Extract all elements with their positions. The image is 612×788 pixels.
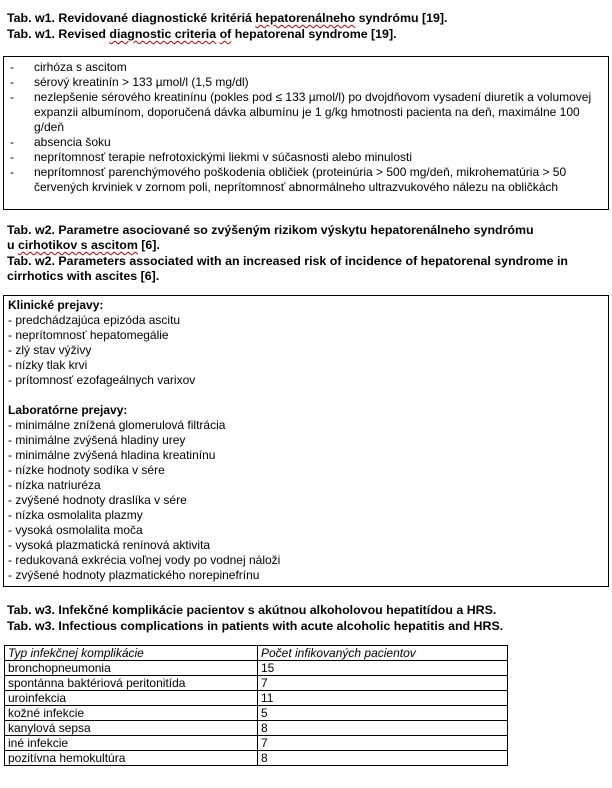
list-item: - redukovaná exkrécia voľnej vody po vodnej náloži [8,553,281,567]
table-cell: 8 [258,751,508,766]
list-item: - neprítomnosť terapie nefrotoxickými liekmi v súčasnosti alebo minulosti [10,150,412,164]
list-item: - cirhóza s ascitom [10,60,127,74]
table-cell: bronchopneumonia [5,661,258,676]
list-item: - nízka osmolalita plazmy [8,508,143,522]
table-row [5,751,508,766]
table-cell: uroinfekcia [5,691,258,706]
table-cell: 15 [258,661,508,676]
list-item: - zvýšené hodnoty draslíka v sére [8,493,187,507]
list-item: - vysoká plazmatická renínová aktivita [8,538,211,552]
list-item: - zvýšené hodnoty plazmatického norepinefrínu [8,568,260,582]
column-header: Typ infekčnej komplikácie [5,646,258,661]
list-item: - vysoká osmolalita moča [8,523,143,537]
table-cell: 11 [258,691,508,706]
list-item: - nízka natriuréza [8,478,101,492]
table2-title-sk: Tab. w2. Parametre asociované so zvýšeným rizikom výskytu hepatorenálneho syndrómu u cirhotikov s ascitom [6]. [7,223,534,252]
list-item: - nízke hodnoty sodíka v sére [8,463,165,477]
table2-title-en: Tab. w2. Parameters associated with an increased risk of incidence of hepatorenal syndrome in cirrhotics with ascites [6]. [7,254,568,283]
table-row [5,691,508,706]
table-row [5,676,508,691]
list-item: - minimálne zvýšená hladina kreatinínu [8,448,216,462]
table-row [5,721,508,736]
list-item: - neprítomnosť hepatomegálie [8,328,169,342]
table-cell: iné infekcie [5,736,258,751]
table3-title-sk: Tab. w3. Infekčné komplikácie pacientov s akútnou alkoholovou hepatitídou a HRS. [7,603,497,617]
table-cell: 7 [258,736,508,751]
table-cell: spontánna baktériová peritonitída [5,676,258,691]
table1-criteria-box [3,56,609,210]
list-item: - minimálne zvýšená hladiny urey [8,433,186,447]
table1-title-en: Tab. w1. Revised diagnostic criteria of hepatorenal syndrome [19]. [7,27,397,41]
table-cell: pozitívna hemokultúra [5,751,258,766]
table1-title-sk: Tab. w1. Revidované diagnostické kritériá hepatorenálneho syndrómu [19]. [7,11,448,25]
list-item: - predchádzajúca epizóda ascitu [8,313,181,327]
table-header-row [5,646,508,661]
table-cell: 8 [258,721,508,736]
list-item: - absencia šoku [10,135,111,149]
list-item: - prítomnosť ezofageálnych varixov [8,373,196,387]
criteria-list [8,60,604,195]
column-header: Počet infikovaných pacientov [258,646,508,661]
list-item: - neprítomnosť parenchýmového poškodenia obličiek (proteinúria > 500 mg/deň, mikrohematúria > 50 červených krviniek v zornom poli, neprítomnosť abnormálneho ultrazvukového nálezu na obličkách [10,165,567,194]
table-cell: 5 [258,706,508,721]
list-item: - nezlepšenie sérového kreatinínu (pokles pod ≤ 133 µmol/l) po dvojdňovom vysadení diuretík a volumovej expanzii albumínom, doporučená dávka albumínu je 1 g/kg hmotnosti pacienta na deň, maximálne 100 g/deň [10,90,592,134]
table-row [5,736,508,751]
clinical-heading: Klinické prejavy: [8,298,104,312]
list-item: - sérový kreatinín > 133 µmol/l (1,5 mg/dl) [10,75,249,89]
table-cell: 7 [258,676,508,691]
list-item: - minimálne znížená glomerulová filtrácia [8,418,226,432]
table2-parameters-box [3,295,609,587]
table-row [5,661,508,676]
table-row [5,706,508,721]
lab-heading: Laboratórne prejavy: [8,403,128,417]
list-item: - nízky tlak krvi [8,358,88,372]
list-item: - zlý stav výživy [8,343,92,357]
table-cell: kožné infekcie [5,706,258,721]
table-cell: kanylová sepsa [5,721,258,736]
infections-table [4,645,508,766]
table3-title-en: Tab. w3. Infectious complications in patients with acute alcoholic hepatitis and HRS. [7,619,504,633]
